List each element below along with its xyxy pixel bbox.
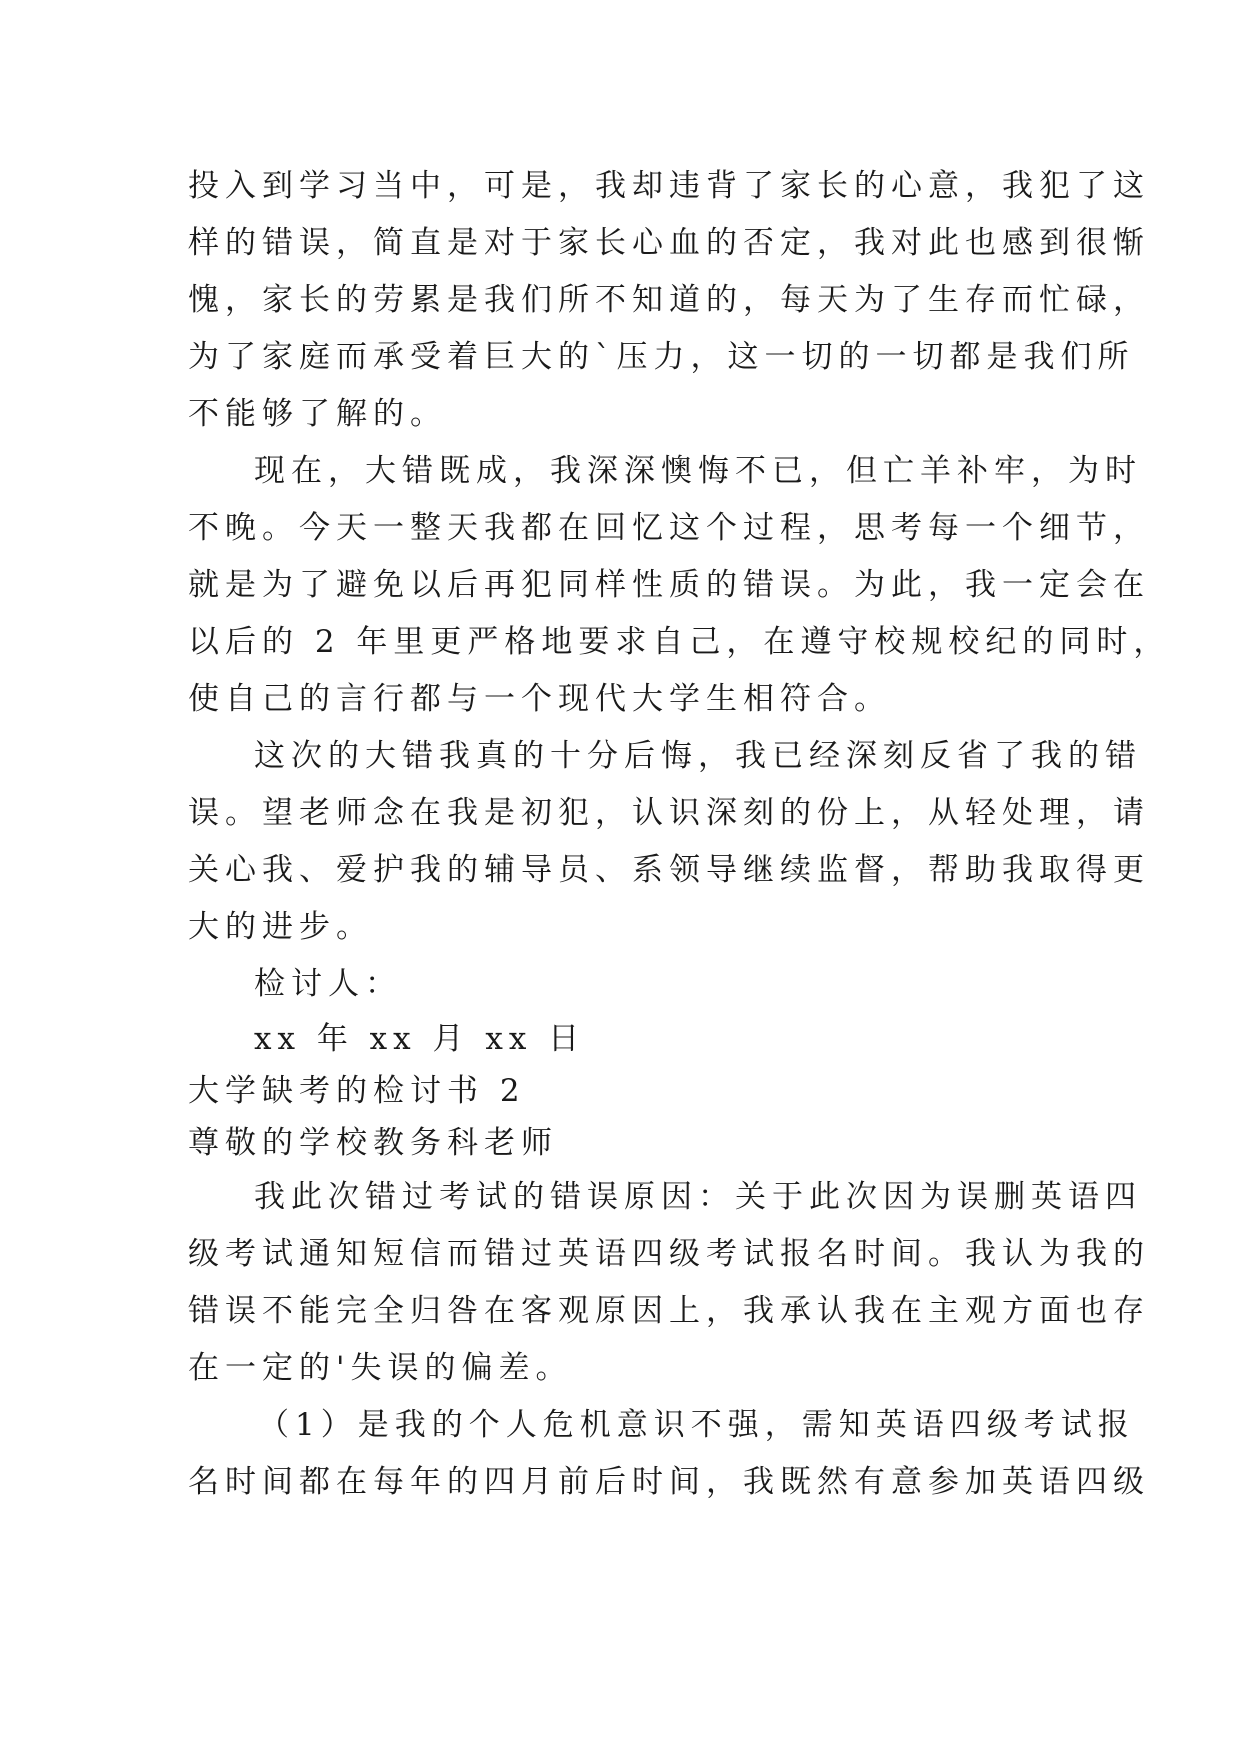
paragraph-line: （1）是我的个人危机意识不强，需知英语四级考试报 (258, 1407, 1135, 1443)
paragraph-line: 为了家庭而承受着巨大的`压力，这一切的一切都是我们所 (188, 339, 1135, 375)
salutation: 尊敬的学校教务科老师 (188, 1125, 558, 1161)
document-body (188, 158, 1171, 1511)
paragraph-line: 愧，家长的劳累是我们所不知道的，每天为了生存而忙碌， (188, 282, 1150, 318)
paragraph-line: 我此次错过考试的错误原因：关于此次因为误删英语四 (254, 1179, 1142, 1215)
paragraph-line: 级考试通知短信而错过英语四级考试报名时间。我认为我的 (188, 1236, 1150, 1272)
paragraph-line: 在一定的'失误的偏差。 (188, 1350, 573, 1386)
paragraph-line: 不晚。今天一整天我都在回忆这个过程，思考每一个细节， (188, 510, 1150, 546)
paragraph-line: 样的错误，简直是对于家长心血的否定，我对此也感到很惭 (188, 225, 1150, 261)
paragraph-line: 投入到学习当中，可是，我却违背了家长的心意，我犯了这 (188, 168, 1150, 204)
paragraph-line: 关心我、爱护我的辅导员、系领导继续监督，帮助我取得更 (188, 852, 1150, 888)
paragraph-line: 以后的 2 年里更严格地要求自己，在遵守校规校纪的同时， (188, 624, 1171, 660)
section-title: 大学缺考的检讨书 2 (188, 1073, 526, 1109)
date-line: xx 年 xx 月 xx 日 (254, 1021, 586, 1057)
paragraph-line: 现在，大错既成，我深深懊悔不已，但亡羊补牢，为时 (254, 453, 1142, 489)
signature-label: 检讨人： (254, 966, 402, 1002)
paragraph-line: 大的进步。 (188, 909, 373, 945)
paragraph-line: 错误不能完全归咎在客观原因上，我承认我在主观方面也存 (188, 1293, 1150, 1329)
paragraph-line: 误。望老师念在我是初犯，认识深刻的份上，从轻处理，请 (188, 795, 1150, 831)
paragraph-line: 就是为了避免以后再犯同样性质的错误。为此，我一定会在 (188, 567, 1150, 603)
paragraph-line: 使自己的言行都与一个现代大学生相符合。 (188, 681, 891, 717)
paragraph-line: 名时间都在每年的四月前后时间，我既然有意参加英语四级 (188, 1464, 1150, 1500)
paragraph-line: 不能够了解的。 (188, 396, 447, 432)
paragraph-line: 这次的大错我真的十分后悔，我已经深刻反省了我的错 (254, 738, 1142, 774)
